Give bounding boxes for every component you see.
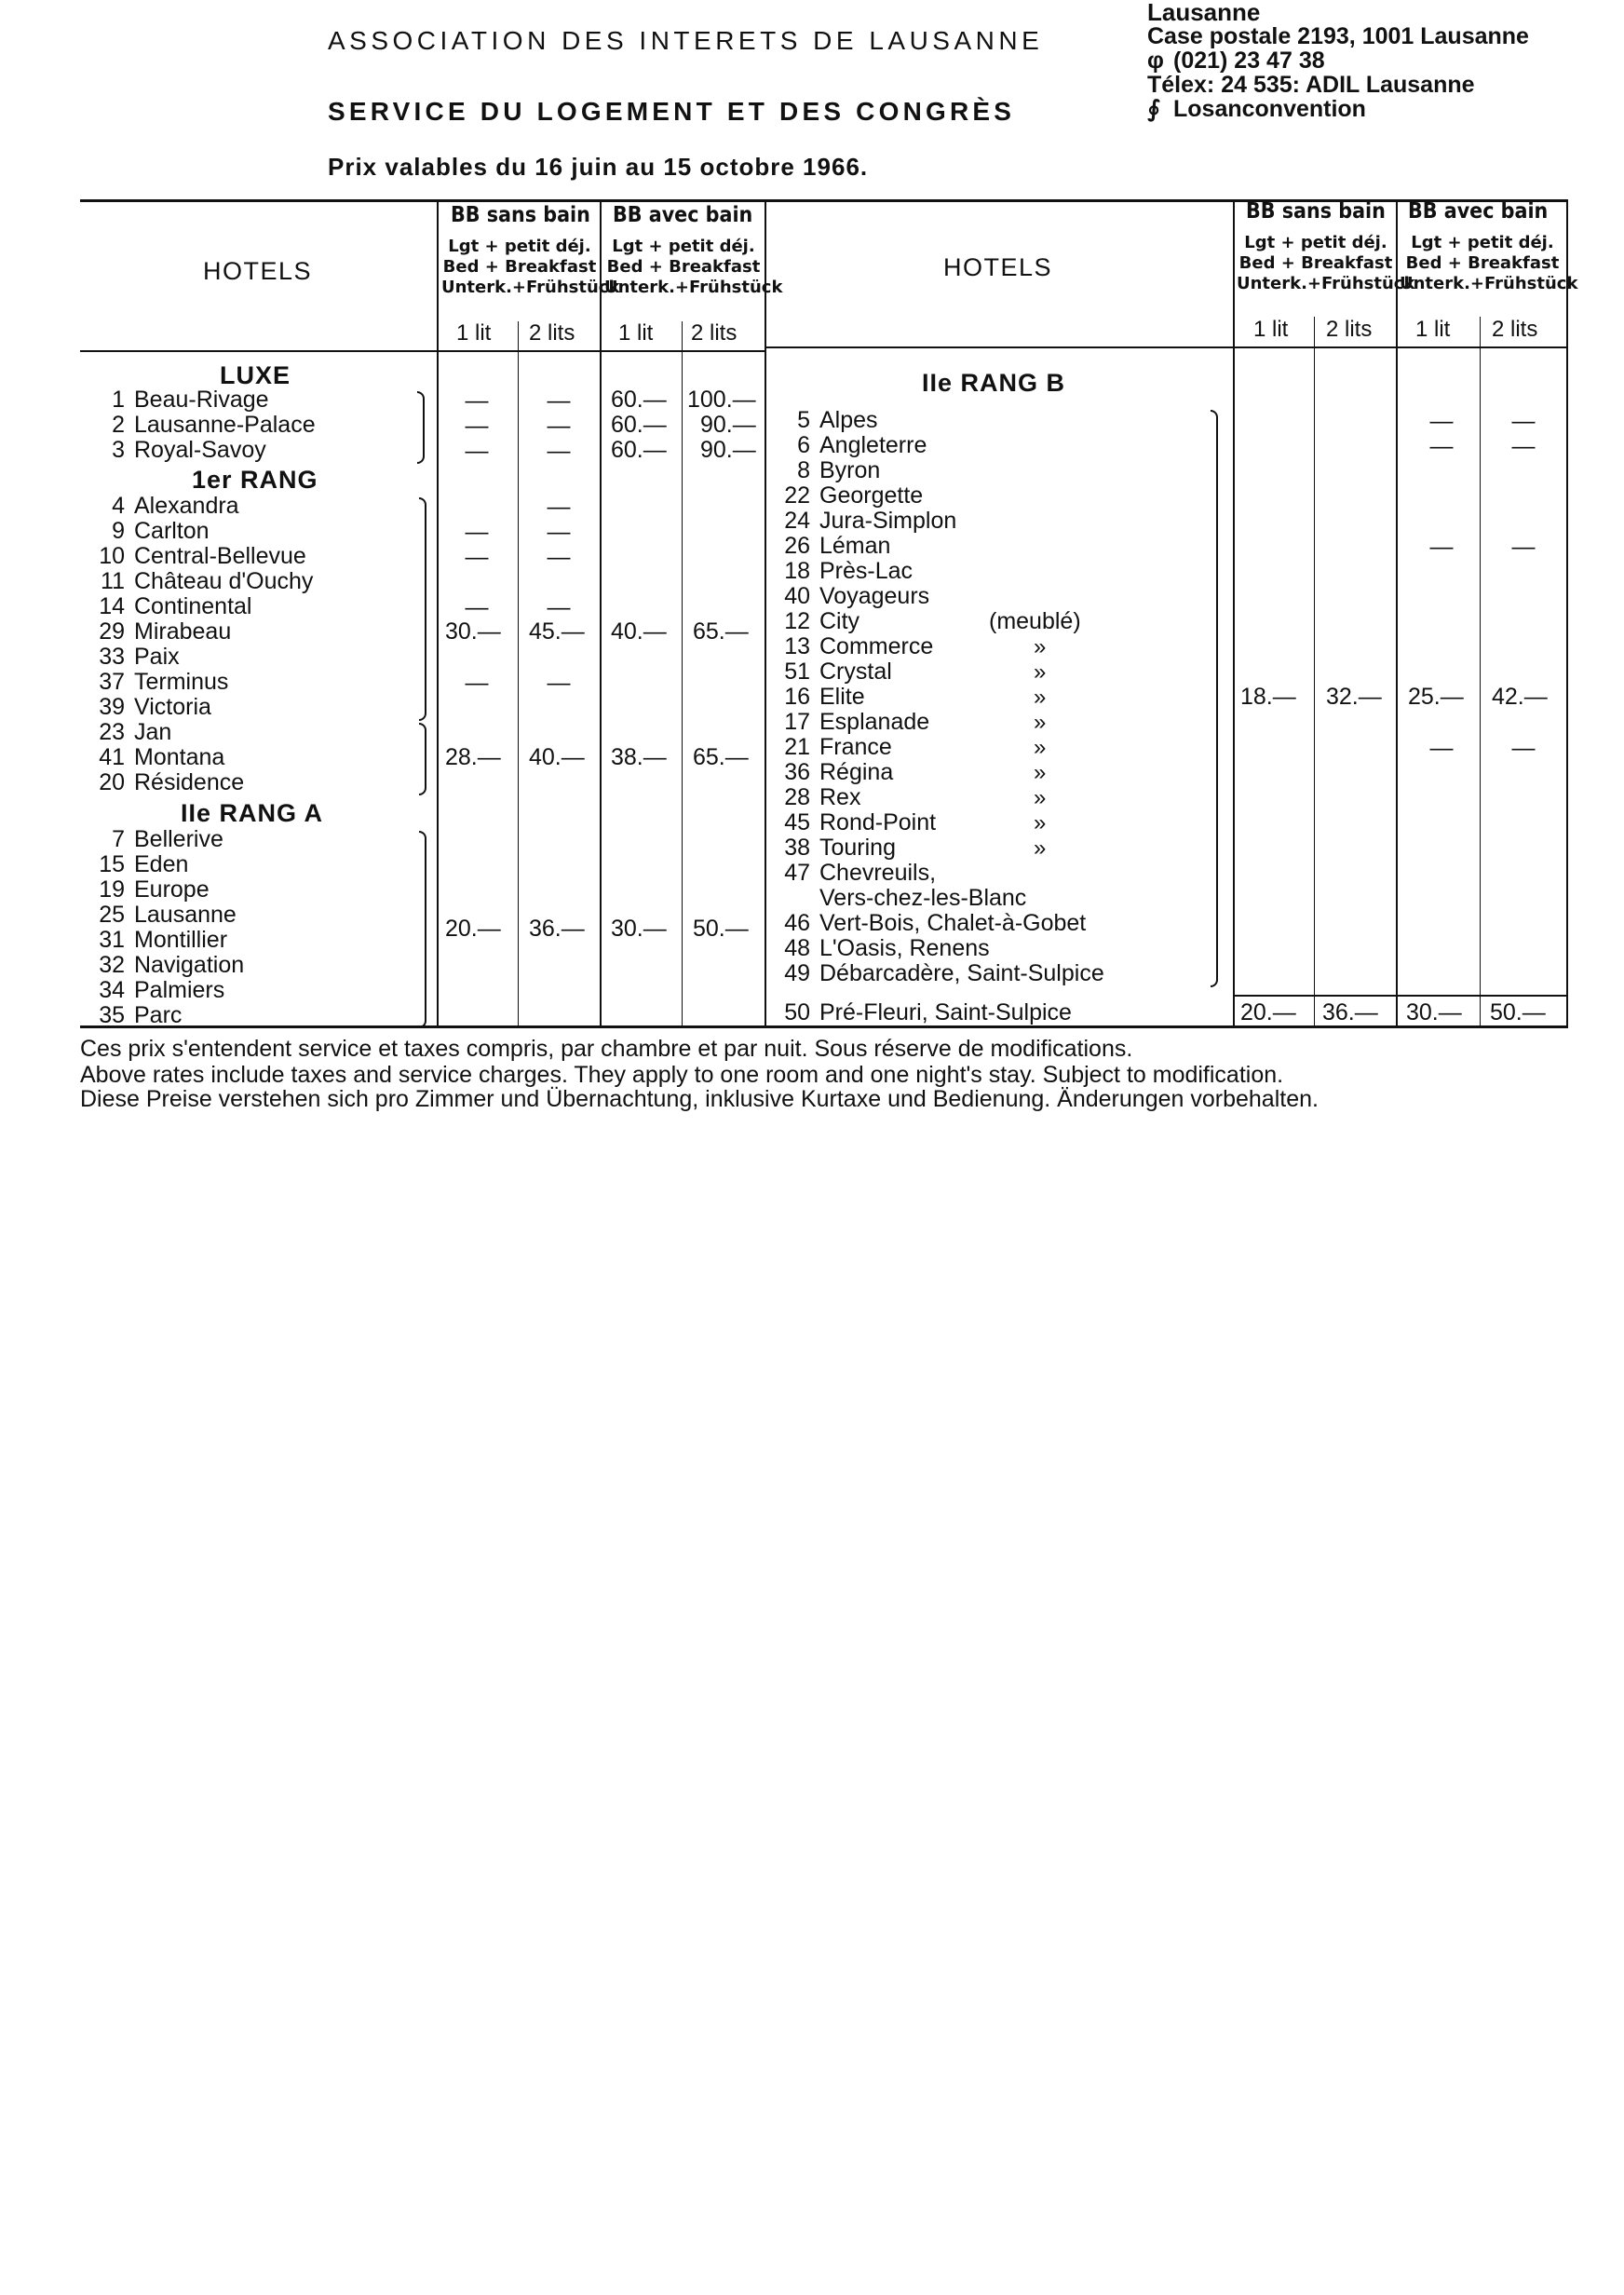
price-cell: 60.— [611, 437, 667, 463]
price-cell: — [547, 413, 571, 439]
one-bed-header: 1 lit [1415, 317, 1451, 342]
telegram-address: Losanconvention [1173, 96, 1366, 122]
price-cell: 18.— [1240, 684, 1296, 710]
validity-note: Prix valables du 16 juin au 15 octobre 1966. [328, 153, 869, 181]
ditto-mark: » [1034, 760, 1047, 785]
meuble-note: (meublé) [989, 608, 1081, 634]
list-item: 46 Vert-Bois, Chalet-à-Gobet [784, 910, 1087, 936]
price-cell: 50.— [1490, 999, 1546, 1025]
col-divider [765, 199, 766, 1028]
two-beds-header: 2 lits [1326, 317, 1373, 342]
price-cell: — [465, 544, 489, 570]
list-item: 32 Navigation [99, 952, 245, 978]
list-item: 28 Rex [784, 784, 861, 810]
ditto-mark: » [1034, 735, 1047, 760]
price-cell: — [465, 413, 489, 439]
list-item: 9 Carlton [112, 518, 210, 544]
col-divider [1566, 199, 1568, 1028]
two-beds-header: 2 lits [1492, 317, 1538, 342]
sans-bain-subheader: Lgt + petit déj. Bed + Breakfast Unterk.+Frühstück [1237, 233, 1415, 293]
telegram-icon: ∮ [1147, 96, 1161, 122]
avec-bain-subheader: Lgt + petit déj. Bed + Breakfast Unterk.+Frühstück [1400, 233, 1578, 293]
price-cell: — [547, 438, 571, 464]
price-cell: — [465, 594, 489, 620]
sans-bain-subheader: Lgt + petit déj. Bed + Breakfast Unterk.+Frühstück [441, 237, 620, 297]
price-cell: — [1429, 534, 1454, 560]
header-rule [80, 350, 765, 352]
section-luxe-title: LUXE [220, 361, 291, 389]
ditto-mark: » [1034, 810, 1047, 835]
address-postbox: Case postale 2193, 1001 Lausanne [1147, 23, 1529, 49]
list-item: 8 Byron [797, 457, 881, 483]
price-cell: — [547, 387, 571, 414]
price-cell: 40.— [611, 618, 667, 645]
price-cell: 90.— [700, 412, 756, 438]
list-item: 10 Central-Bellevue [99, 543, 306, 569]
list-item: 49 Débarcadère, Saint-Sulpice [784, 960, 1104, 986]
price-cell: — [547, 670, 571, 696]
price-cell: 36.— [529, 916, 585, 942]
list-item: 3 Royal-Savoy [112, 437, 266, 463]
list-item: 1 Beau-Rivage [112, 387, 269, 413]
sans-bain-header: BB sans bain [1246, 199, 1386, 224]
price-cell: — [1429, 408, 1454, 434]
two-beds-header: 2 lits [529, 320, 575, 346]
phone-number: (021) 23 47 38 [1173, 48, 1325, 74]
list-item: 41 Montana [99, 744, 225, 770]
price-cell: 30.— [611, 916, 667, 942]
list-item: 24 Jura-Simplon [784, 508, 957, 534]
price-cell: 65.— [693, 744, 749, 770]
list-item: 21 France [784, 734, 892, 760]
ditto-mark: » [1034, 659, 1047, 685]
one-bed-header: 1 lit [618, 320, 654, 346]
price-cell: — [1511, 433, 1536, 459]
list-item: 25 Lausanne [99, 902, 237, 928]
footnote-fr: Ces prix s'entendent service et taxes compris, par chambre et par nuit. Sous réserve de modifications. [80, 1036, 1133, 1062]
list-item: 36 Régina [784, 759, 894, 785]
address-telegram [1147, 97, 1366, 121]
list-item: 51 Crystal [784, 659, 892, 685]
group-brace [417, 391, 425, 464]
price-cell: 30.— [445, 618, 501, 645]
list-item: 47 Chevreuils, [784, 860, 937, 886]
group-brace [1211, 410, 1218, 987]
price-cell: 50.— [693, 916, 749, 942]
list-item: 14 Continental [99, 593, 252, 619]
price-cell: 25.— [1408, 684, 1464, 710]
price-cell: — [547, 494, 571, 520]
price-cell: — [1511, 735, 1536, 761]
list-item: 11 Château d'Ouchy [101, 568, 314, 594]
price-cell: — [1429, 735, 1454, 761]
group-brace [419, 831, 426, 1028]
col-divider [1396, 199, 1398, 1028]
list-item: 19 Europe [99, 876, 210, 903]
price-cell: 32.— [1326, 684, 1382, 710]
list-item: Vers-chez-les-Blanc [819, 885, 1027, 911]
avec-bain-header: BB avec bain [1408, 199, 1549, 224]
list-item: 18 Près-Lac [784, 558, 914, 584]
footnote-de: Diese Preise verstehen sich pro Zimmer und Übernachtung, inklusive Kurtaxe und Bedienung. Änderungen vorbehalten. [80, 1086, 1319, 1112]
ditto-mark: » [1034, 710, 1047, 735]
address-phone [1147, 48, 1325, 73]
list-item: 34 Palmiers [99, 977, 225, 1003]
list-item: 22 Georgette [784, 482, 924, 509]
price-cell: — [465, 387, 489, 414]
col-divider [1480, 317, 1481, 1028]
price-cell: 90.— [700, 437, 756, 463]
organization-title: ASSOCIATION DES INTERETS DE LAUSANNE [328, 26, 1044, 55]
price-cell: 60.— [611, 412, 667, 438]
price-cell: — [465, 670, 489, 696]
address-telex: Télex: 24 535: ADIL Lausanne [1147, 72, 1475, 98]
price-cell: 60.— [611, 387, 667, 413]
price-cell: — [547, 544, 571, 570]
row-rule [1233, 995, 1566, 997]
list-item: 16 Elite [784, 684, 865, 710]
price-cell: — [547, 594, 571, 620]
two-beds-header: 2 lits [691, 320, 738, 346]
list-item: 2 Lausanne-Palace [112, 412, 316, 438]
list-item: 26 Léman [784, 533, 891, 559]
price-cell: — [547, 519, 571, 545]
list-item: 37 Terminus [99, 669, 229, 695]
list-item: 40 Voyageurs [784, 583, 930, 609]
list-item: 17 Esplanade [784, 709, 930, 735]
list-item: 33 Paix [99, 644, 180, 670]
group-brace [419, 723, 426, 795]
header-rule [765, 346, 1568, 348]
address-city: Lausanne [1147, 0, 1261, 26]
col-divider [518, 321, 519, 1028]
price-cell: — [1429, 433, 1454, 459]
list-item: 35 Parc [99, 1002, 183, 1028]
price-cell: — [1511, 534, 1536, 560]
price-cell: — [465, 438, 489, 464]
list-item: 31 Montillier [99, 927, 228, 953]
col-divider [600, 199, 602, 1028]
ditto-mark: » [1034, 685, 1047, 710]
price-cell: 20.— [1240, 999, 1296, 1025]
list-item: 7 Bellerive [112, 826, 223, 852]
col-divider [1233, 199, 1235, 1028]
group-brace [419, 497, 426, 721]
sans-bain-header: BB sans bain [451, 203, 590, 227]
price-cell: 30.— [1406, 999, 1462, 1025]
price-cell: 65.— [693, 618, 749, 645]
footnote-en: Above rates include taxes and service charges. They apply to one room and one night's stay. Subject to modification. [80, 1062, 1284, 1088]
hotels-column-header: HOTELS [203, 257, 313, 285]
ditto-mark: » [1034, 835, 1047, 861]
list-item: 50 Pré-Fleuri, Saint-Sulpice [784, 999, 1072, 1025]
list-item: 20 Résidence [99, 769, 245, 795]
price-cell: 36.— [1322, 999, 1378, 1025]
price-cell: — [1511, 408, 1536, 434]
list-item: 48 L'Oasis, Renens [784, 935, 990, 961]
list-item: 12 City [784, 608, 860, 634]
avec-bain-header: BB avec bain [613, 203, 753, 227]
avec-bain-subheader: Lgt + petit déj. Bed + Breakfast Unterk.+Frühstück [604, 237, 783, 297]
col-divider [437, 199, 439, 1028]
list-item: 45 Rond-Point [784, 809, 937, 835]
price-cell: 20.— [445, 916, 501, 942]
ditto-mark: » [1034, 785, 1047, 810]
list-item: 29 Mirabeau [99, 618, 232, 645]
price-cell: 100.— [687, 387, 756, 413]
price-cell: 40.— [529, 744, 585, 770]
col-divider [1314, 317, 1315, 1028]
section-rang2a-title: IIe RANG A [181, 799, 324, 827]
price-cell: 45.— [529, 618, 585, 645]
list-item: 6 Angleterre [797, 432, 927, 458]
list-item: 4 Alexandra [112, 493, 239, 519]
list-item: 39 Victoria [99, 694, 211, 720]
service-title: SERVICE DU LOGEMENT ET DES CONGRÈS [328, 97, 1016, 126]
one-bed-header: 1 lit [456, 320, 492, 346]
list-item: 23 Jan [99, 719, 172, 745]
price-cell: 38.— [611, 744, 667, 770]
list-item: 13 Commerce [784, 633, 934, 659]
ditto-mark: » [1034, 634, 1047, 659]
list-item: 38 Touring [784, 835, 896, 861]
section-rang1-title: 1er RANG [192, 466, 318, 494]
col-divider [682, 321, 683, 1028]
list-item: 15 Eden [99, 851, 189, 877]
hotels-column-header: HOTELS [943, 253, 1053, 281]
list-item: 5 Alpes [797, 407, 878, 433]
price-cell: — [465, 519, 489, 545]
price-cell: 28.— [445, 744, 501, 770]
price-cell: 42.— [1492, 684, 1548, 710]
phone-icon: φ [1147, 48, 1164, 74]
section-rang2b-title: IIe RANG B [922, 369, 1066, 397]
one-bed-header: 1 lit [1253, 317, 1289, 342]
